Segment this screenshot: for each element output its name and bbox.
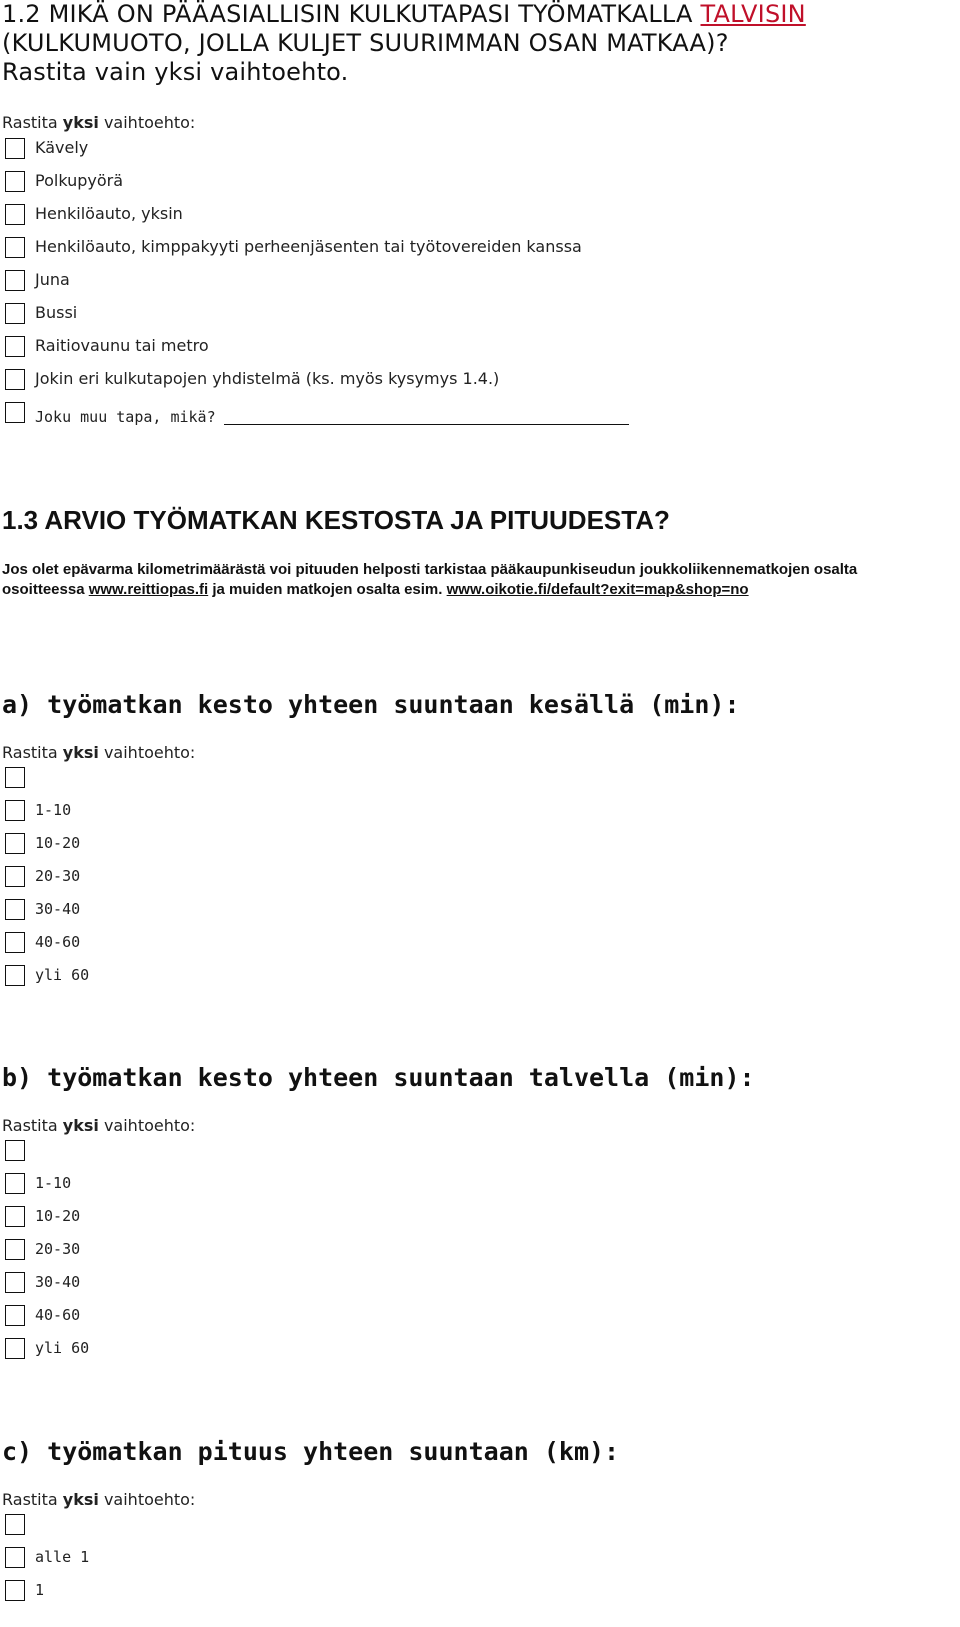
option-q12-other[interactable]	[5, 403, 629, 431]
note-text-b1: osoitteessa	[2, 581, 89, 598]
instruction-text-c: vaihtoehto:	[98, 1490, 196, 1509]
instruction-text-a: Rastita	[2, 113, 63, 132]
option-label: yli 60	[35, 966, 90, 984]
option-label: Polkupyörä	[35, 171, 124, 190]
checkbox-icon[interactable]	[5, 1514, 25, 1535]
option-label: Kävely	[35, 138, 89, 157]
checkbox-icon[interactable]	[5, 336, 25, 357]
option-label: 10-20	[35, 1207, 81, 1225]
instruction-c	[2, 1490, 195, 1510]
option-label: Jokin eri kulkutapojen yhdistelmä (ks. myös kysymys 1.4.)	[35, 369, 500, 388]
question-b-title: b) työmatkan kesto yhteen suuntaan talvella (min):	[2, 1063, 755, 1092]
checkbox-icon[interactable]	[5, 402, 25, 423]
question-a-title: a) työmatkan kesto yhteen suuntaan kesällä (min):	[2, 690, 740, 719]
instruction-text-bold: yksi	[62, 1490, 99, 1509]
option-label: Henkilöauto, kimppakyyti perheenjäsenten tai työtovereiden kanssa	[35, 237, 582, 256]
checkbox-icon[interactable]	[5, 1338, 25, 1359]
checkbox-icon[interactable]	[5, 1580, 25, 1601]
checkbox-icon[interactable]	[5, 270, 25, 291]
instruction-text-bold: yksi	[62, 113, 99, 132]
other-option-label: Joku muu tapa, mikä?	[35, 408, 216, 426]
checkbox-icon[interactable]	[5, 833, 25, 854]
other-answer-line[interactable]	[224, 410, 629, 425]
checkbox-icon[interactable]	[5, 138, 25, 159]
option-label: 1	[35, 1581, 45, 1599]
question-1-2-title-line3: Rastita vain yksi vaihtoehto.	[2, 58, 349, 86]
option-b-0[interactable]	[5, 1136, 35, 1164]
checkbox-icon[interactable]	[5, 800, 25, 821]
option-label: yli 60	[35, 1339, 90, 1357]
note-text-b2: ja muiden matkojen osalta esim.	[208, 581, 447, 598]
option-label: Juna	[35, 270, 70, 289]
oikotie-link[interactable]: www.oikotie.fi/default?exit=map&shop=no	[446, 581, 749, 598]
option-q12-1[interactable]	[5, 167, 123, 195]
instruction-a	[2, 743, 195, 763]
option-a-5[interactable]	[5, 928, 80, 956]
checkbox-icon[interactable]	[5, 1173, 25, 1194]
checkbox-icon[interactable]	[5, 767, 25, 788]
checkbox-icon[interactable]	[5, 965, 25, 986]
instruction-text-c: vaihtoehto:	[98, 113, 196, 132]
question-c-title: c) työmatkan pituus yhteen suuntaan (km):	[2, 1437, 620, 1466]
question-1-2-title-text: 1.2 MIKÄ ON PÄÄASIALLISIN KULKUTAPASI TYÖMATKALLA	[2, 0, 701, 28]
option-b-4[interactable]	[5, 1268, 80, 1296]
option-b-3[interactable]	[5, 1235, 80, 1263]
checkbox-icon[interactable]	[5, 237, 25, 258]
instruction-b	[2, 1116, 195, 1136]
option-a-1[interactable]	[5, 796, 71, 824]
instruction-text-bold: yksi	[62, 743, 99, 762]
option-c-0[interactable]	[5, 1510, 35, 1538]
distance-note	[2, 560, 952, 600]
checkbox-icon[interactable]	[5, 1206, 25, 1227]
distance-note-line2	[2, 580, 952, 600]
checkbox-icon[interactable]	[5, 369, 25, 390]
option-label: 20-30	[35, 1240, 81, 1258]
option-label: Henkilöauto, yksin	[35, 204, 183, 223]
option-label: 10-20	[35, 834, 81, 852]
checkbox-icon[interactable]	[5, 1239, 25, 1260]
checkbox-icon[interactable]	[5, 1140, 25, 1161]
question-1-2-title-line2: (KULKUMUOTO, JOLLA KULJET SUURIMMAN OSAN MATKAA)?	[2, 29, 729, 57]
option-q12-4[interactable]	[5, 266, 70, 294]
option-label: Raitiovaunu tai metro	[35, 336, 209, 355]
option-b-5[interactable]	[5, 1301, 80, 1329]
checkbox-icon[interactable]	[5, 866, 25, 887]
option-label: 30-40	[35, 1273, 81, 1291]
winter-highlight: TALVISIN	[700, 0, 806, 28]
option-b-6[interactable]	[5, 1334, 89, 1362]
option-label: 40-60	[35, 933, 81, 951]
option-label: 30-40	[35, 900, 81, 918]
instruction-text-a: Rastita	[2, 1116, 63, 1135]
option-q12-6[interactable]	[5, 332, 209, 360]
option-q12-3[interactable]	[5, 233, 582, 261]
reittiopas-link[interactable]: www.reittiopas.fi	[88, 581, 209, 598]
option-q12-7[interactable]	[5, 365, 499, 393]
question-1-2-title-line1	[2, 0, 952, 29]
option-a-3[interactable]	[5, 862, 80, 890]
option-q12-0[interactable]	[5, 134, 88, 162]
checkbox-icon[interactable]	[5, 1305, 25, 1326]
distance-note-line1: Jos olet epävarma kilometrimäärästä voi pituuden helposti tarkistaa pääkaupunkiseudun joukkoliikennematkojen osalta	[2, 561, 858, 578]
option-label: 1-10	[35, 1174, 72, 1192]
option-c-1[interactable]	[5, 1543, 89, 1571]
option-b-2[interactable]	[5, 1202, 80, 1230]
option-a-2[interactable]	[5, 829, 80, 857]
instruction-text-bold: yksi	[62, 1116, 99, 1135]
option-a-6[interactable]	[5, 961, 89, 989]
option-b-1[interactable]	[5, 1169, 71, 1197]
option-label: 20-30	[35, 867, 81, 885]
option-label: Bussi	[35, 303, 78, 322]
instruction-q12	[2, 113, 195, 133]
option-label: alle 1	[35, 1548, 90, 1566]
option-a-4[interactable]	[5, 895, 80, 923]
instruction-text-c: vaihtoehto:	[98, 743, 196, 762]
checkbox-icon[interactable]	[5, 899, 25, 920]
instruction-text-c: vaihtoehto:	[98, 1116, 196, 1135]
instruction-text-a: Rastita	[2, 743, 63, 762]
checkbox-icon[interactable]	[5, 303, 25, 324]
checkbox-icon[interactable]	[5, 204, 25, 225]
option-label: 40-60	[35, 1306, 81, 1324]
section-1-3-title: 1.3 ARVIO TYÖMATKAN KESTOSTA JA PITUUDESTA?	[2, 505, 670, 535]
checkbox-icon[interactable]	[5, 932, 25, 953]
checkbox-icon[interactable]	[5, 1547, 25, 1568]
option-q12-2[interactable]	[5, 200, 183, 228]
checkbox-icon[interactable]	[5, 1272, 25, 1293]
question-1-2-title	[2, 0, 952, 87]
option-q12-5[interactable]	[5, 299, 77, 327]
instruction-text-a: Rastita	[2, 1490, 63, 1509]
option-c-2[interactable]	[5, 1576, 44, 1604]
checkbox-icon[interactable]	[5, 171, 25, 192]
option-a-0[interactable]	[5, 763, 35, 791]
option-label: 1-10	[35, 801, 72, 819]
